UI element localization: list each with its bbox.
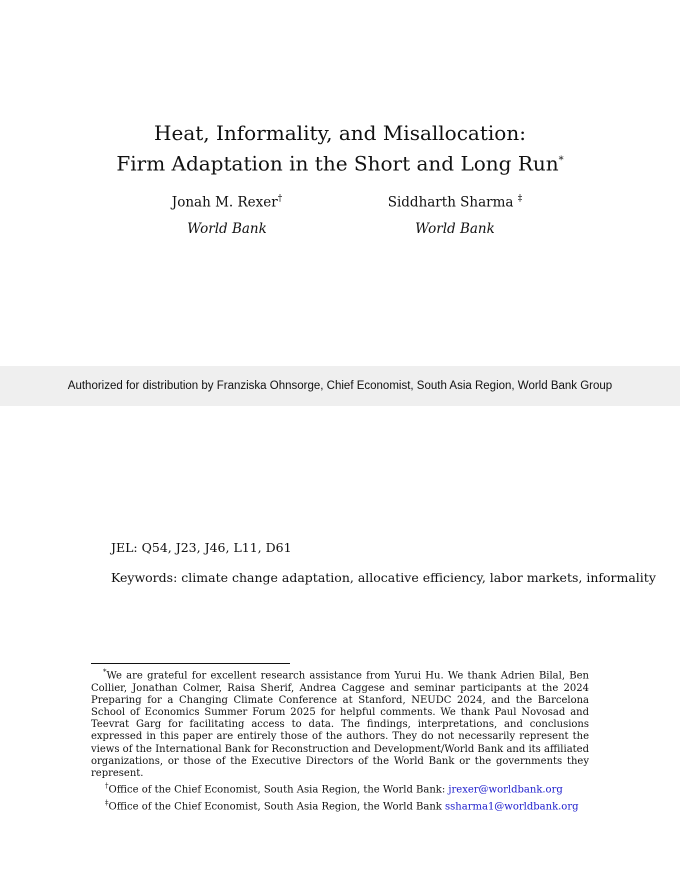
distribution-banner <box>0 366 680 406</box>
footnote-star-mark: * <box>103 668 107 676</box>
author-2-affiliation: World Bank <box>415 221 495 237</box>
paper-title <box>0 120 680 178</box>
author-2 <box>355 194 555 211</box>
title-line-1: Heat, Informality, and Misallocation: <box>154 121 526 145</box>
author-1-affiliation: World Bank <box>187 221 267 237</box>
footnote-star-text: We are grateful for excellent research assistance from Yurui Hu. We thank Adrien Bilal, Ben Collier, Jonathan Colmer, Raisa Sherif, Andrea Caggese and seminar participants at the 2024 Preparing for a Changing Climate Conference at Stanford, NEUDC 2024, and the Barcelona School of Economics Summer Forum 2025 for helpful comments. We thank Paul Novosad and Teevrat Garg for facilitating access to data. The findings, interpretations, and conclusions expressed in this paper are entirely those of the authors. They do not necessarily represent the views of the International Bank for Reconstruction and Development/World Bank and its affiliated organizations, or those of the Executive Directors of the World Bank or the governments they represent. <box>91 670 589 779</box>
author-2-name: Siddharth Sharma <box>387 194 514 211</box>
footnotes <box>91 666 589 813</box>
footnote-ddagger-text: Office of the Chief Economist, South Asia Region, the World Bank <box>108 801 446 813</box>
footnote-author-1 <box>91 780 589 797</box>
footnote-dagger-mark: † <box>105 782 109 791</box>
author-1-name: Jonah M. Rexer <box>171 194 278 211</box>
title-footnote-mark: * <box>558 155 564 166</box>
footnote-ddagger-mark: ‡ <box>105 798 109 807</box>
title-line-2 <box>0 147 680 178</box>
author-2-email-link[interactable]: ssharma1@worldbank.org <box>445 801 579 813</box>
author-2-mark: ‡ <box>517 194 523 204</box>
footnote-acknowledgements <box>91 666 589 780</box>
jel-codes: JEL: Q54, J23, J46, L11, D61 <box>111 540 292 555</box>
author-1-email-link[interactable]: jrexer@worldbank.org <box>448 784 563 796</box>
title-line-2-text: Firm Adaptation in the Short and Long Run <box>116 151 559 176</box>
author-1 <box>127 194 327 211</box>
footnote-author-2 <box>91 797 589 814</box>
distribution-banner-text: Authorized for distribution by Franziska Ohnsorge, Chief Economist, South Asia Region, World Bank Group <box>67 380 613 392</box>
author-1-mark: † <box>277 194 283 204</box>
keywords: Keywords: climate change adaptation, allocative efficiency, labor markets, informality <box>111 570 656 585</box>
footnote-dagger-text: Office of the Chief Economist, South Asia Region, the World Bank: <box>108 784 449 796</box>
footnote-rule <box>91 663 290 664</box>
